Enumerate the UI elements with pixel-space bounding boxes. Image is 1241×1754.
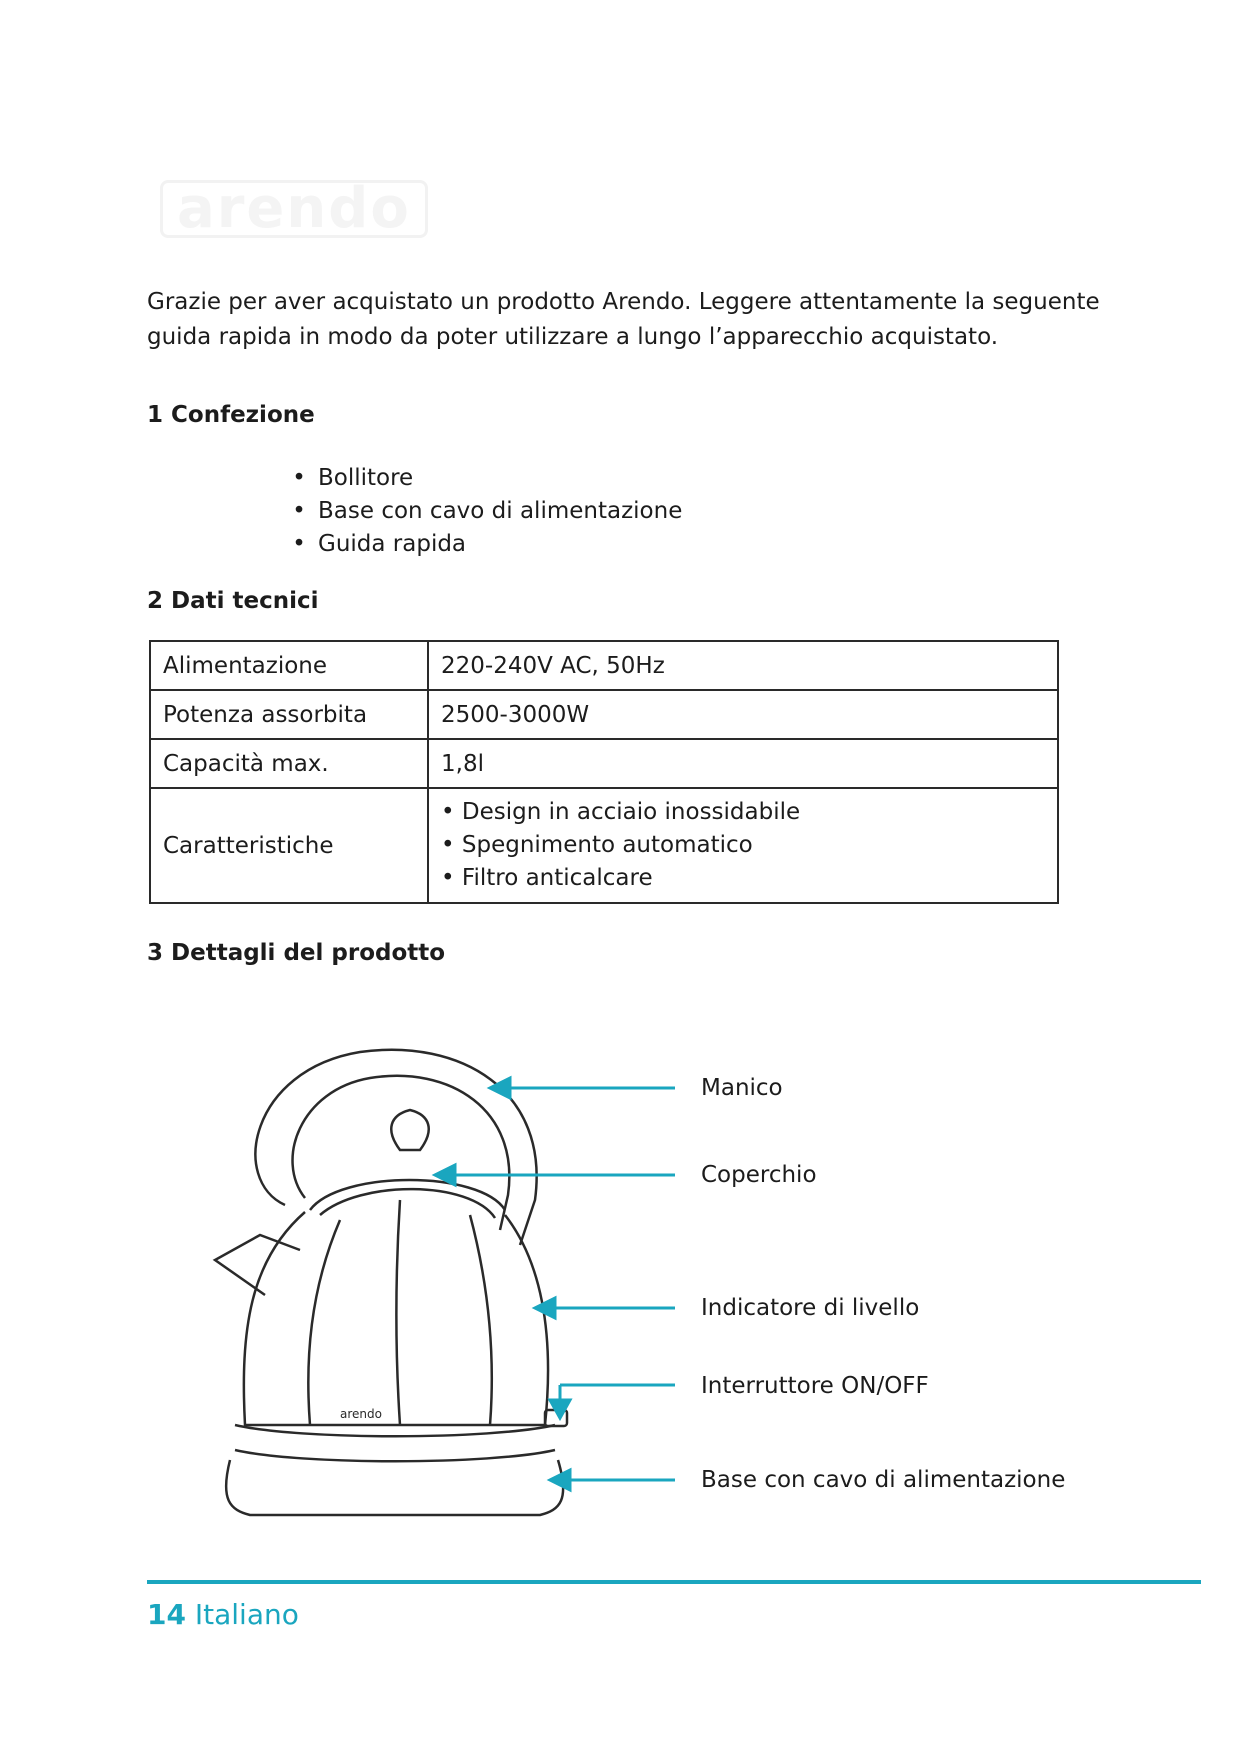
table-cell-label: Alimentazione	[150, 641, 428, 690]
list-item: • Guida rapida	[280, 528, 682, 561]
technical-data-table	[149, 640, 1059, 904]
bullet-icon: •	[292, 498, 306, 524]
label-coperchio: Coperchio	[701, 1162, 817, 1188]
footer-divider	[147, 1580, 1201, 1584]
page-footer	[147, 1598, 299, 1631]
bullet-icon: •	[292, 531, 306, 557]
footer-language: Italiano	[194, 1598, 299, 1631]
table-cell-features	[428, 788, 1058, 903]
table-row	[150, 641, 1058, 690]
list-item: • Filtro anticalcare	[441, 865, 653, 891]
label-indicatore: Indicatore di livello	[701, 1295, 920, 1321]
intro-paragraph: Grazie per aver acquistato un prodotto Arendo. Leggere attentamente la seguente guida rapida in modo da poter utilizzare a lungo l’apparecchio acquistato.	[147, 289, 1100, 350]
package-contents-list	[280, 462, 682, 561]
section-2-heading: 2 Dati tecnici	[147, 588, 319, 614]
table-cell-value: 2500-3000W	[428, 690, 1058, 739]
list-item: • Design in acciaio inossidabile	[441, 799, 801, 825]
label-manico: Manico	[701, 1075, 783, 1101]
list-item: • Bollitore	[280, 462, 682, 495]
list-item: • Base con cavo di alimentazione	[280, 495, 682, 528]
brand-logo-watermark: arendo	[160, 180, 428, 238]
arrow-head-base	[550, 1470, 570, 1490]
table-row	[150, 788, 1058, 903]
kettle-lid	[310, 1180, 505, 1210]
table-cell-value: 1,8l	[428, 739, 1058, 788]
bullet-icon: •	[292, 465, 306, 491]
kettle-lid-knob	[391, 1110, 428, 1150]
label-interruttore: Interruttore ON/OFF	[701, 1373, 929, 1399]
page-number: 14	[147, 1598, 186, 1631]
features-list	[441, 796, 1045, 895]
table-cell-label: Capacità max.	[150, 739, 428, 788]
table-cell-value: 220-240V AC, 50Hz	[428, 641, 1058, 690]
section-3-heading: 3 Dettagli del prodotto	[147, 940, 446, 966]
kettle-base	[226, 1460, 563, 1515]
list-item: • Spegnimento automatico	[441, 832, 753, 858]
kettle-handle-inner	[293, 1076, 510, 1230]
table-cell-label: Potenza assorbita	[150, 690, 428, 739]
kettle-brand-text: arendo	[340, 1407, 382, 1421]
table-row	[150, 739, 1058, 788]
kettle-diagram	[190, 1030, 690, 1530]
table-row	[150, 690, 1058, 739]
label-base: Base con cavo di alimentazione	[701, 1467, 1066, 1493]
table-cell-label: Caratteristiche	[150, 788, 428, 903]
section-1-heading: 1 Confezione	[147, 402, 315, 428]
